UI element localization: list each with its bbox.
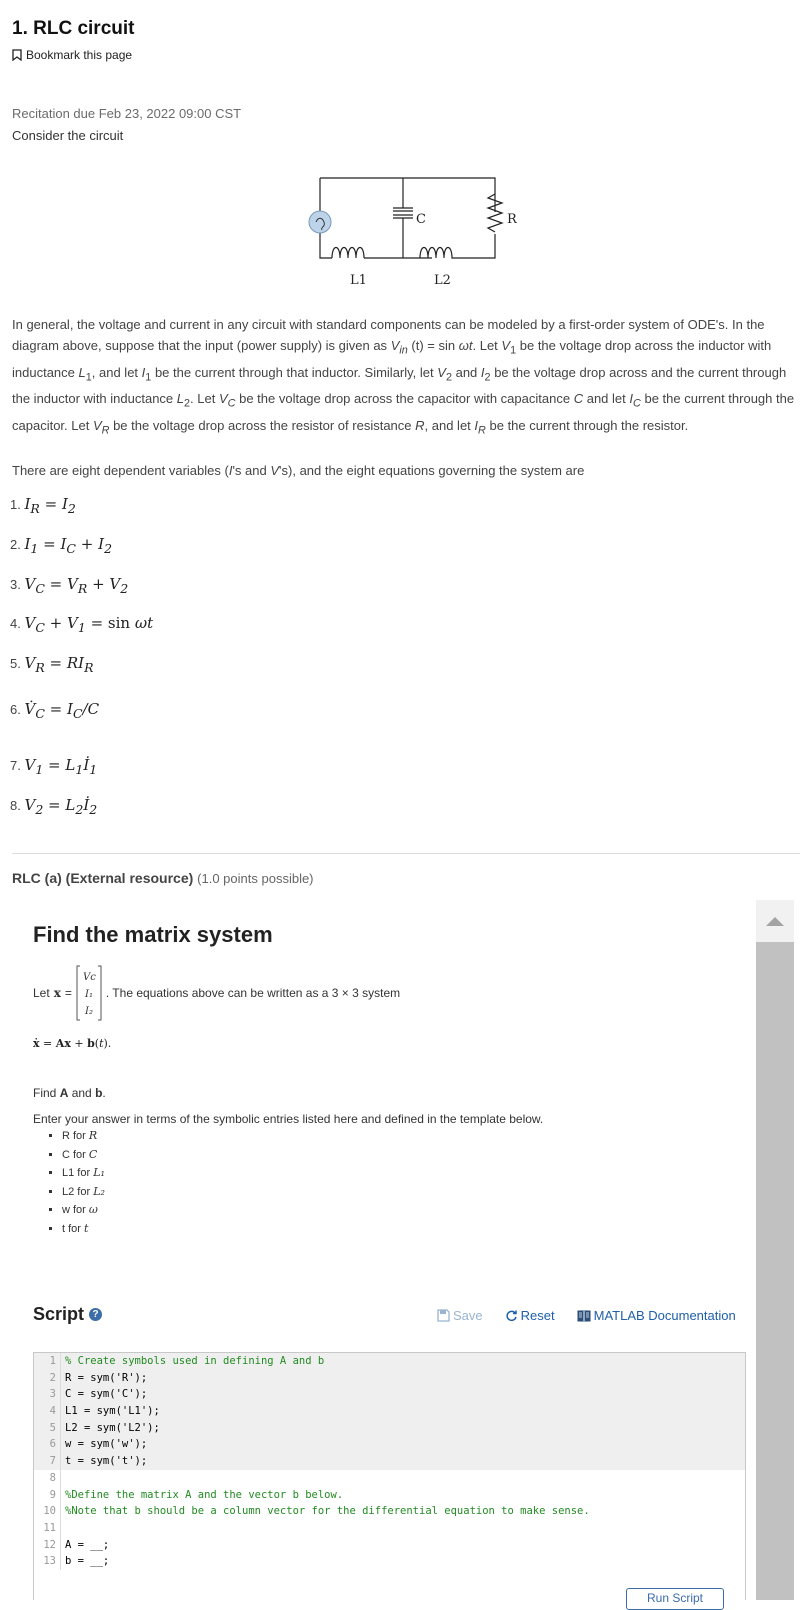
- code-line: 3 C = sym('C');: [34, 1386, 745, 1403]
- problem-name: RLC (a) (External resource): [12, 870, 194, 886]
- list-item: ▪ C for C: [62, 1146, 105, 1165]
- code-line: 8: [34, 1470, 745, 1487]
- circuit-label-l2: L2: [434, 273, 451, 288]
- reset-button[interactable]: Reset: [505, 1308, 555, 1323]
- equation-4: 4. $V_C + V_1 = \sin \omega t$: [10, 614, 154, 635]
- equation-8: 8. $V_2$ = $L_2İ_2$: [10, 796, 98, 817]
- code-line: 2 R = sym('R');: [34, 1370, 745, 1387]
- reset-icon: [505, 1309, 518, 1322]
- circuit-label-c: C: [416, 212, 426, 227]
- svg-text:I₂: I₂: [84, 1006, 93, 1017]
- bookmark-label: Bookmark this page: [26, 48, 133, 62]
- help-icon[interactable]: ?: [89, 1308, 102, 1321]
- list-item: ▪ L2 for L₂: [62, 1183, 105, 1202]
- equation-7: 7. $V_1$ = $L_1İ_1$: [10, 756, 98, 777]
- system-equation: ẋ = Ax + b(t).: [33, 1037, 112, 1050]
- equation-5: 5. $V_R = RI_R$: [10, 654, 94, 675]
- svg-text:I₁: I₁: [84, 989, 93, 1000]
- equation-2: 2. $I_1 = I_C + I_2$: [10, 535, 113, 556]
- code-line: 7 t = sym('t');: [34, 1453, 745, 1470]
- intro-text: Consider the circuit: [12, 128, 124, 143]
- dependent-variables-text: There are eight dependent variables (I's and V's), and the eight equations governing the system are: [12, 463, 585, 478]
- script-title: Script ?: [33, 1304, 102, 1325]
- circuit-label-r: R: [507, 212, 517, 227]
- matlab-documentation-link[interactable]: MATLAB Documentation: [577, 1308, 736, 1323]
- state-vector-icon: [76, 964, 102, 1022]
- code-line: 5 L2 = sym('L2');: [34, 1420, 745, 1437]
- save-icon: [437, 1309, 450, 1322]
- equation-3: 3. $V_C = V_R + V_2$: [10, 575, 129, 596]
- script-toolbar: [437, 1308, 736, 1323]
- frame-title: Find the matrix system: [33, 922, 273, 947]
- due-date: Recitation due Feb 23, 2022 09:00 CST: [12, 106, 242, 121]
- list-item: ▪ t for t: [62, 1220, 105, 1239]
- save-button[interactable]: Save: [437, 1308, 483, 1323]
- code-line: 6 w = sym('w');: [34, 1436, 745, 1453]
- voltage-source: [309, 211, 331, 233]
- equation-1: 1. $I_R = I_2$: [10, 495, 76, 516]
- external-resource-frame[interactable]: [12, 900, 757, 1600]
- symbol-list: [44, 1127, 105, 1238]
- circuit-description: In general, the voltage and current in any circuit with standard components can be modeled by a first-order system of ODE's. In the diagram above, suppose that the input (power supply) is given as $V_{in}$ (t) = sin ωt. Let $V_1$ be the voltage drop across the inductor with inductance $L_1$, and let $I_1$ be the current through that inductor. Similarly, let $V_2$ and $I_2$ be the voltage drop across and the current through the inductor with inductance $L_2$. Let $V_C$ be the voltage drop across the capacitor with capacitance C and let $I_C$ be the current through the capacitor. Let $V_R$ be the voltage drop across the resistor of resistance R, and let $I_R$ be the current through the resistor.: [12, 317, 795, 437]
- code-editor[interactable]: [33, 1352, 746, 1600]
- bookmark-button[interactable]: [12, 48, 132, 62]
- page-title: 1. RLC circuit: [12, 18, 135, 39]
- find-text: Find A and b.: [33, 1086, 106, 1100]
- code-line[interactable]: 13 b = __;: [34, 1553, 745, 1570]
- frame-scrollbar[interactable]: [756, 900, 794, 1600]
- code-line: 9 %Define the matrix A and the vector b below.: [34, 1487, 745, 1504]
- list-item: ▪ L1 for L₁: [62, 1164, 105, 1183]
- code-line: 10 %Note that b should be a column vector for the differential equation to make sense.: [34, 1503, 745, 1520]
- list-item: ▪ R for R: [62, 1127, 105, 1146]
- circuit-diagram: [302, 170, 522, 295]
- code-line: 11: [34, 1520, 745, 1537]
- list-item: ▪ w for ω: [62, 1201, 105, 1220]
- section-divider: [12, 853, 800, 854]
- problem-header: [12, 870, 314, 886]
- code-line[interactable]: 12 A = __;: [34, 1537, 745, 1554]
- circuit-label-l1: L1: [350, 273, 367, 288]
- instructions-text: Enter your answer in terms of the symbolic entries listed here and defined in the template below.: [33, 1112, 544, 1126]
- variable-definition: Let x = Vc I₁ I₂ . The equations above can be written as a 3 × 3 system: [33, 964, 400, 1022]
- bookmark-icon: [12, 49, 22, 61]
- scroll-up-button[interactable]: [756, 900, 794, 942]
- equation-6: 6. $V̇_C = I_C/C$: [10, 700, 100, 721]
- problem-points: (1.0 points possible): [197, 871, 314, 886]
- book-icon: [577, 1310, 591, 1322]
- arrow-up-icon: [765, 915, 785, 927]
- svg-text:Vc: Vc: [82, 972, 96, 983]
- run-script-button[interactable]: Run Script: [626, 1588, 724, 1610]
- code-line: 4 L1 = sym('L1');: [34, 1403, 745, 1420]
- code-line: 1 % Create symbols used in defining A and b: [34, 1353, 745, 1370]
